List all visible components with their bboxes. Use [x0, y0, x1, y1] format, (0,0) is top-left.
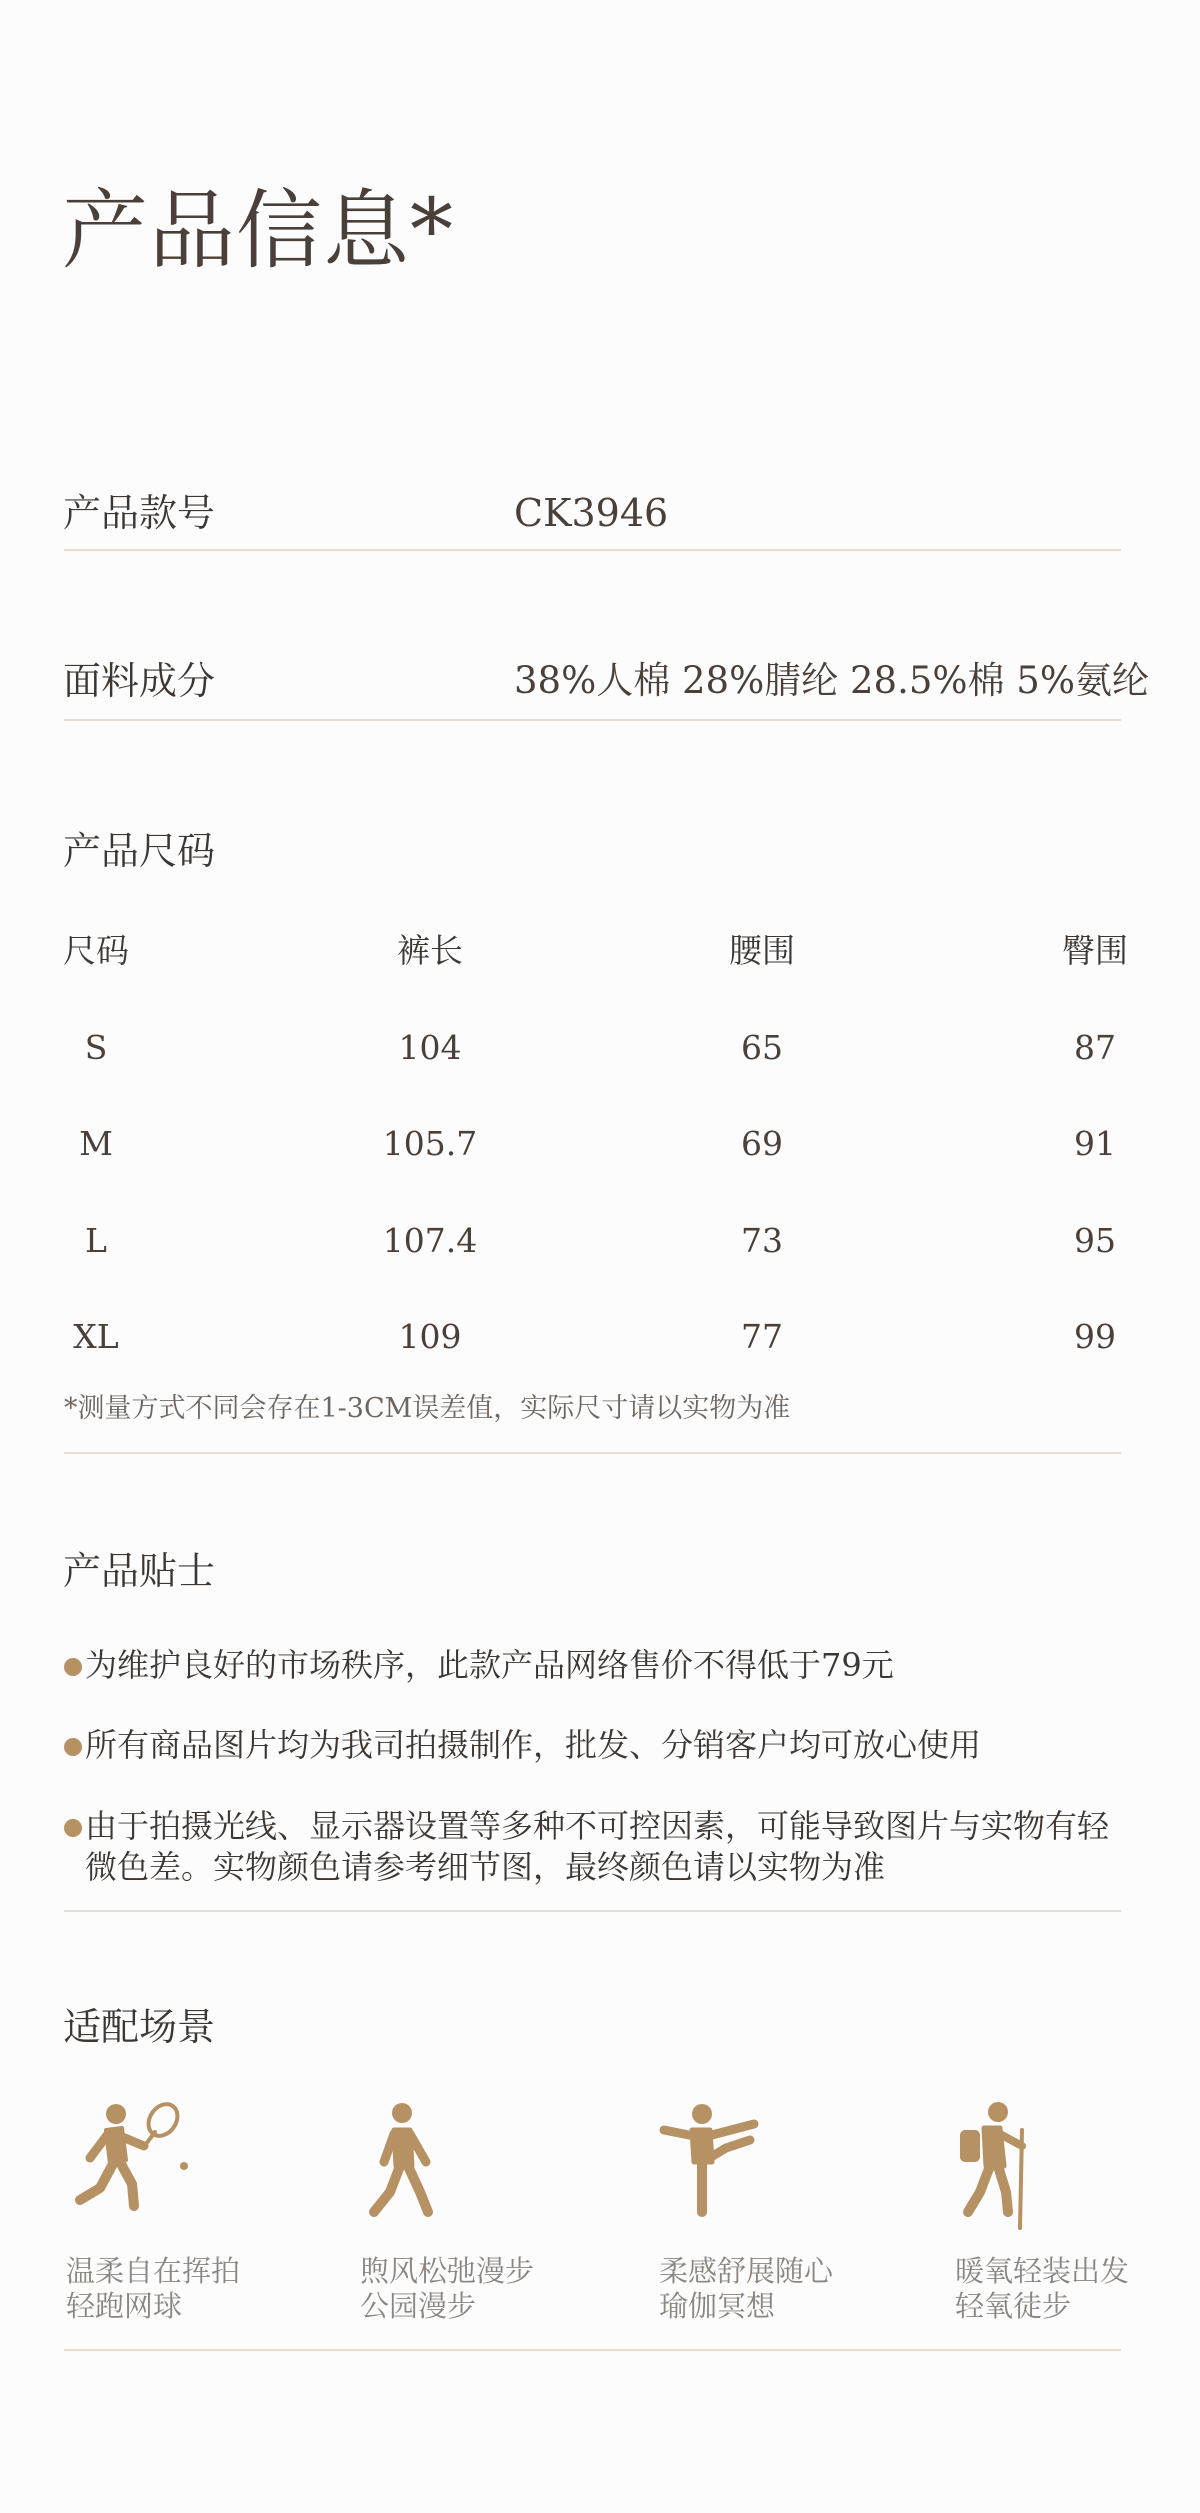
yoga-pose-icon [652, 2100, 782, 2230]
scene-line2: 公园漫步 [360, 2289, 477, 2323]
cell-waist: 65 [741, 1028, 783, 1067]
header-length: 裤长 [397, 931, 463, 970]
cell-hip: 87 [1074, 1028, 1116, 1067]
cell-size: L [85, 1221, 107, 1260]
scene-line1: 柔感舒展随心 [659, 2254, 834, 2288]
divider [64, 1452, 1121, 1454]
bullet-dot-icon [64, 1819, 82, 1837]
scenes-section-title: 适配场景 [63, 2005, 216, 2049]
scene-line2: 轻跑网球 [66, 2289, 183, 2323]
style-number-label: 产品款号 [63, 491, 216, 535]
tip-text: 由于拍摄光线、显示器设置等多种不可控因素，可能导致图片与实物有轻微色差。实物颜色请参考细节图，最终颜色请以实物为准 [85, 1807, 1110, 1886]
tennis-player-icon [60, 2100, 190, 2230]
cell-length: 104 [398, 1028, 462, 1067]
cell-length: 107.4 [382, 1221, 478, 1260]
divider [64, 2349, 1121, 2351]
tip-item [64, 1806, 1114, 1888]
size-section-title: 产品尺码 [63, 829, 216, 873]
cell-waist: 77 [741, 1317, 783, 1356]
tips-section-title: 产品贴士 [63, 1549, 216, 1593]
tip-item [64, 1725, 1124, 1766]
divider [64, 1910, 1121, 1912]
scene-line2: 轻氧徒步 [955, 2289, 1072, 2323]
tip-item [64, 1645, 1124, 1686]
divider [64, 719, 1121, 721]
scene-line1: 温柔自在挥拍 [66, 2254, 241, 2288]
scene-line1: 暖氧轻装出发 [955, 2254, 1130, 2288]
header-hip: 臀围 [1062, 931, 1128, 970]
cell-length: 109 [398, 1317, 462, 1356]
cell-hip: 91 [1074, 1124, 1116, 1163]
cell-size: XL [73, 1317, 119, 1356]
page-title: 产品信息* [62, 181, 454, 281]
tip-text: 为维护良好的市场秩序，此款产品网络售价不得低于79元 [85, 1646, 894, 1684]
cell-size: S [84, 1028, 108, 1067]
scene-line2: 瑜伽冥想 [659, 2289, 776, 2323]
divider [64, 549, 1121, 551]
bullet-dot-icon [64, 1738, 82, 1756]
cell-waist: 69 [741, 1124, 783, 1163]
cell-hip: 99 [1074, 1317, 1116, 1356]
cell-hip: 95 [1074, 1221, 1116, 1260]
scene-line1: 煦风松弛漫步 [360, 2254, 535, 2288]
cell-waist: 73 [741, 1221, 783, 1260]
bullet-dot-icon [64, 1658, 82, 1676]
hiker-icon [950, 2100, 1080, 2230]
header-size: 尺码 [63, 931, 129, 970]
walking-person-icon [350, 2100, 480, 2230]
style-number-value: CK3946 [514, 491, 669, 535]
fabric-label: 面料成分 [63, 659, 216, 703]
measurement-note: *测量方式不同会存在1-3CM误差值，实际尺寸请以实物为准 [64, 1393, 791, 1424]
header-waist: 腰围 [729, 931, 795, 970]
cell-length: 105.7 [382, 1124, 478, 1163]
tip-text: 所有商品图片均为我司拍摄制作，批发、分销客户均可放心使用 [85, 1726, 982, 1764]
cell-size: M [79, 1124, 113, 1163]
fabric-value: 38%人棉 28%腈纶 28.5%棉 5%氨纶 [514, 659, 1149, 702]
